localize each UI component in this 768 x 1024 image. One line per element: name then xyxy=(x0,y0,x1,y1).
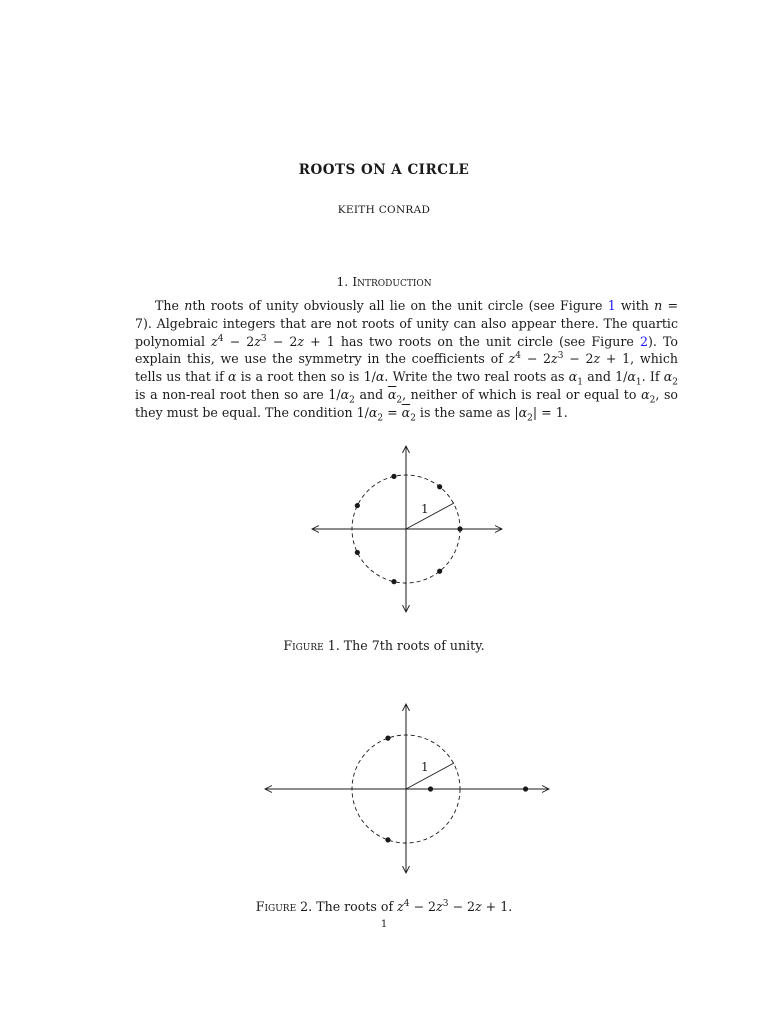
figure-2-caption xyxy=(0,899,768,914)
root-point xyxy=(385,736,390,741)
root-point xyxy=(437,484,442,489)
radius-label: 1 xyxy=(421,760,429,774)
root-point xyxy=(457,526,462,531)
figure-1-text: The 7th roots of unity. xyxy=(343,638,485,653)
root-point xyxy=(355,503,360,508)
page-number: 1 xyxy=(380,919,388,930)
section-heading: 1. Introduction xyxy=(336,274,432,289)
figure-2-text: The roots of xyxy=(316,899,394,914)
radius-line xyxy=(406,763,454,789)
figure-1-label: Figure 1. xyxy=(283,638,340,653)
root-point xyxy=(437,569,442,574)
figure-2-label: Figure 2. xyxy=(255,899,313,914)
figure-2-link[interactable]: 2 xyxy=(639,333,648,349)
radius-line xyxy=(406,503,454,529)
radius-label: 1 xyxy=(421,502,429,516)
root-point xyxy=(391,474,396,479)
figure-1-link[interactable]: 1 xyxy=(607,298,616,313)
root-point xyxy=(391,579,396,584)
figure-2-polynomial: $z^4 - 2z^3 - 2z + 1$. xyxy=(397,898,513,914)
paper-author: KEITH CONRAD xyxy=(337,204,431,216)
figure-2-diagram xyxy=(0,700,768,885)
root-point xyxy=(385,837,390,842)
root-point xyxy=(355,550,360,555)
paper-title: ROOTS ON A CIRCLE xyxy=(298,162,470,178)
root-point xyxy=(428,786,433,791)
figure-1-caption xyxy=(0,638,768,653)
root-point xyxy=(523,786,528,791)
intro-paragraph: The nth roots of unity obviously all lie on the unit circle (see Figure 1 with n = 7). Algebraic integers that are not roots of unity can also appear there. The quartic polynomial $z^4 - 2z^3 - 2z + 1$ has two roots on the unit circle (see Figure 2). To explain this, we use the symmetry in the coefficients of $z^4 - 2z^3 - 2z + 1$, which tells us that if α is a root then so is 1/α. Write the two real roots as $\alpha_1$ and $1/\alpha_1$. If $\alpha_2$ is a non-real root then so are $1/\alpha_2$ and $\overline{\alpha}_2$, neither of which is real or equal to $\alpha_2$, so they must be equal. The condition $1/\alpha_2 = \overline{\alpha}_2$ is the same as $|\alpha_2| = 1$. xyxy=(135,298,678,424)
figure-1-diagram xyxy=(0,440,768,625)
